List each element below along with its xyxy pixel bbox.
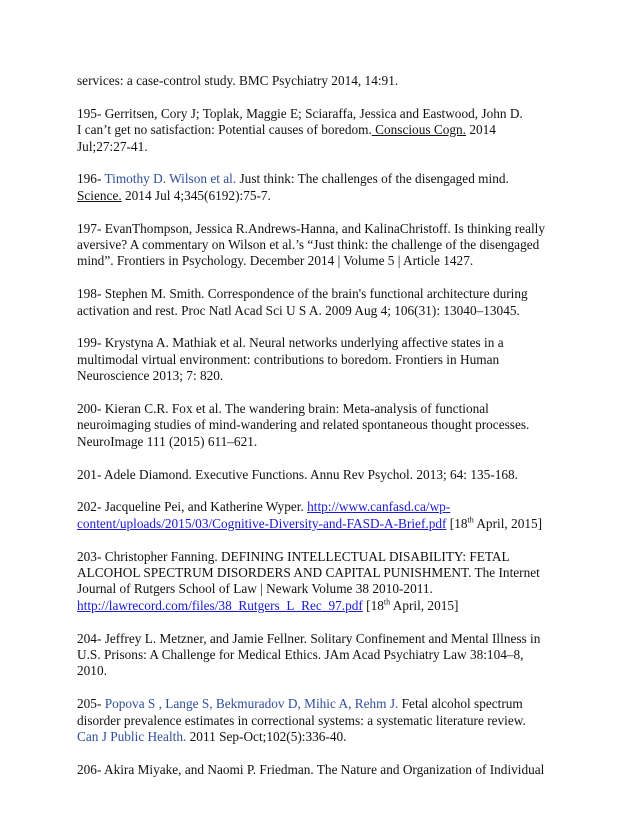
reference-text: 2011 Sep-Oct;102(5):336-40. bbox=[186, 729, 347, 745]
reference-entry-198 bbox=[77, 286, 577, 319]
reference-text: mind”. Frontiers in Psychology. December 2014 | Volume 5 | Article 1427. bbox=[77, 253, 474, 269]
reference-text: disorder prevalence estimates in correctional systems: a systematic literature review. bbox=[77, 712, 526, 728]
journal-link[interactable]: Conscious Cogn. bbox=[371, 122, 466, 138]
reference-text: 201- Adele Diamond. Executive Functions. Annu Rev Psychol. 2013; 64: 135-168. bbox=[77, 466, 518, 482]
url-link[interactable]: content/uploads/2015/03/Cognitive-Diversity-and-FASD-A-Brief.pdf bbox=[77, 515, 447, 531]
reference-text: 2010. bbox=[77, 663, 107, 679]
reference-entry-204 bbox=[77, 631, 577, 680]
reference-text: NeuroImage 111 (2015) 611–621. bbox=[77, 433, 258, 449]
reference-title: Fetal alcohol spectrum bbox=[398, 696, 523, 712]
reference-entry-200 bbox=[77, 401, 577, 450]
reference-text: 199- Krystyna A. Mathiak et al. Neural networks underlying affective states in a bbox=[77, 335, 504, 351]
reference-entry-199 bbox=[77, 335, 577, 384]
reference-number: 196- bbox=[77, 171, 105, 187]
access-date: [18th April, 2015] bbox=[362, 597, 459, 613]
reference-entry-205 bbox=[77, 696, 577, 745]
reference-entry-195 bbox=[77, 106, 577, 155]
reference-title: Just think: The challenges of the disengaged mind. bbox=[236, 171, 509, 187]
reference-text: multimodal virtual environment: contributions to boredom. Frontiers in Human bbox=[77, 351, 500, 367]
reference-text: 200- Kieran C.R. Fox et al. The wandering brain: Meta-analysis of functional bbox=[77, 401, 489, 417]
reference-number: 205- bbox=[77, 696, 105, 712]
reference-text: 203- Christopher Fanning. DEFINING INTELLECTUAL DISABILITY: FETAL bbox=[77, 548, 510, 564]
reference-entry-196 bbox=[77, 171, 577, 204]
reference-entry-201 bbox=[77, 467, 577, 483]
reference-title: I can’t get no satisfaction: Potential causes of boredom. bbox=[77, 122, 372, 138]
reference-entry-197 bbox=[77, 221, 577, 270]
reference-author: Popova S , Lange S, Bekmuradov D, Mihic A, Rehm J. bbox=[104, 696, 399, 712]
reference-text: 206- Akira Miyake, and Naomi P. Friedman. The Nature and Organization of Individual bbox=[77, 761, 545, 777]
reference-list bbox=[77, 73, 577, 795]
access-date: [18th April, 2015] bbox=[446, 515, 543, 531]
reference-text: Neuroscience 2013; 7: 820. bbox=[77, 368, 224, 384]
reference-text: 202- Jacqueline Pei, and Katherine Wyper. bbox=[77, 499, 308, 515]
reference-entry-continued bbox=[77, 73, 577, 89]
reference-text: services: a case-control study. BMC Psychiatry 2014, 14:91. bbox=[77, 73, 399, 88]
reference-text: 195- Gerritsen, Cory J; Toplak, Maggie E; Sciaraffa, Jessica and Eastwood, John D. bbox=[77, 105, 523, 121]
reference-text: Journal of Rutgers School of Law | Newark Volume 38 2010-2011. bbox=[77, 581, 433, 597]
reference-entry-202 bbox=[77, 499, 577, 532]
reference-text: 2014 bbox=[466, 122, 496, 138]
journal-name: Can J Public Health. bbox=[77, 729, 187, 745]
reference-text: neuroimaging studies of mind-wandering and related spontaneous thought processes. bbox=[77, 417, 530, 433]
reference-text: 2014 Jul 4;345(6192):75-7. bbox=[121, 187, 271, 203]
journal-link[interactable]: Science. bbox=[77, 187, 122, 203]
reference-text: U.S. Prisons: A Challenge for Medical Ethics. JAm Acad Psychiatry Law 38:104–8, bbox=[77, 647, 524, 663]
url-link[interactable]: http://lawrecord.com/files/38_Rutgers_L_Rec_97.pdf bbox=[77, 597, 363, 613]
reference-text: Jul;27:27-41. bbox=[77, 138, 148, 154]
reference-entry-206 bbox=[77, 762, 577, 778]
reference-text: activation and rest. Proc Natl Acad Sci U S A. 2009 Aug 4; 106(31): 13040–13045. bbox=[77, 302, 520, 318]
reference-text: 198- Stephen M. Smith. Correspondence of the brain's functional architecture during bbox=[77, 286, 528, 302]
reference-text: 204- Jeffrey L. Metzner, and Jamie Fellner. Solitary Confinement and Mental Illness in bbox=[77, 630, 541, 646]
reference-entry-203 bbox=[77, 549, 577, 615]
reference-text: 197- EvanThompson, Jessica R.Andrews-Hanna, and KalinaChristoff. Is thinking really bbox=[77, 220, 546, 236]
reference-author: Timothy D. Wilson et al. bbox=[104, 171, 237, 187]
url-link[interactable]: http://www.canfasd.ca/wp- bbox=[307, 499, 451, 515]
reference-text: ALCOHOL SPECTRUM DISORDERS AND CAPITAL PUNISHMENT. The Internet bbox=[77, 565, 540, 581]
reference-text: aversive? A commentary on Wilson et al.’s “Just think: the challenge of the disengaged bbox=[77, 237, 540, 253]
